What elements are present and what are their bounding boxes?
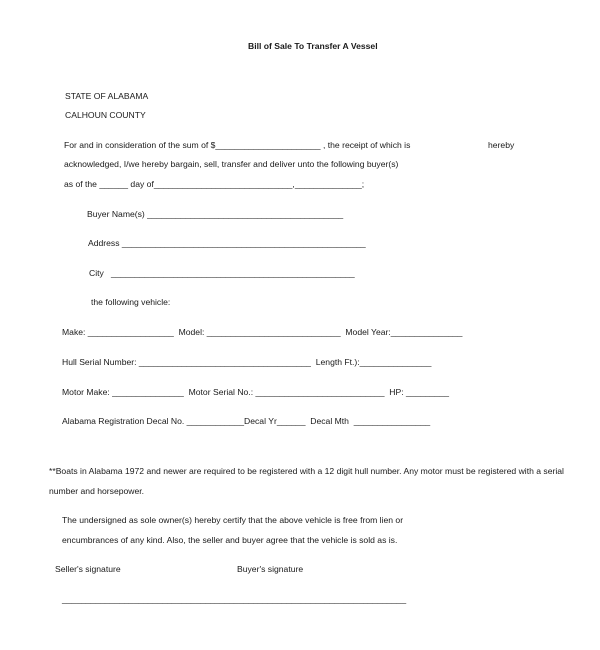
consideration-line-1-end: hereby xyxy=(488,140,515,150)
make-model-row[interactable]: Make: __________________ Model: ____________________________ Model Year:_______________ xyxy=(62,327,463,337)
address-field[interactable]: Address ___________________________________________________ xyxy=(88,238,366,248)
decal-row[interactable]: Alabama Registration Decal No. ____________Decal Yr______ Decal Mth ________________ xyxy=(62,416,431,426)
state-label: STATE OF ALABAMA xyxy=(65,91,149,101)
buyer-name-field[interactable]: Buyer Name(s) _________________________________________ xyxy=(87,209,344,219)
motor-row[interactable]: Motor Make: _______________ Motor Serial No.: ___________________________ HP: _________ xyxy=(62,387,450,397)
date-line[interactable]: as of the ______ day of_____________________________,______________; xyxy=(64,179,365,189)
buyer-signature-label: Buyer's signature xyxy=(237,564,304,574)
vehicle-intro: the following vehicle: xyxy=(91,297,171,307)
county-label: CALHOUN COUNTY xyxy=(65,110,146,120)
city-field[interactable]: City ___________________________________________________ xyxy=(89,268,355,278)
registration-note-line-2: number and horsepower. xyxy=(49,486,145,496)
registration-note-line-1: **Boats in Alabama 1972 and newer are required to be registered with a 12 digit hull number. Any motor must be registered with a serial xyxy=(49,466,564,476)
certification-line-1: The undersigned as sole owner(s) hereby certify that the above vehicle is free from lien or xyxy=(62,515,404,525)
certification-line-2: encumbrances of any kind. Also, the seller and buyer agree that the vehicle is sold as is. xyxy=(62,535,398,545)
hull-length-row[interactable]: Hull Serial Number: ____________________________________ Length Ft.):_______________ xyxy=(62,357,432,367)
consideration-line-2: acknowledged, I/we hereby bargain, sell, transfer and deliver unto the following buyer(s) xyxy=(64,159,399,169)
seller-signature-label: Seller's signature xyxy=(55,564,121,574)
signature-line[interactable]: ________________________________________________________________________ xyxy=(62,594,407,604)
document-title: Bill of Sale To Transfer A Vessel xyxy=(248,41,378,51)
consideration-line-1: For and in consideration of the sum of $______________________ , the receipt of which is xyxy=(64,140,411,150)
